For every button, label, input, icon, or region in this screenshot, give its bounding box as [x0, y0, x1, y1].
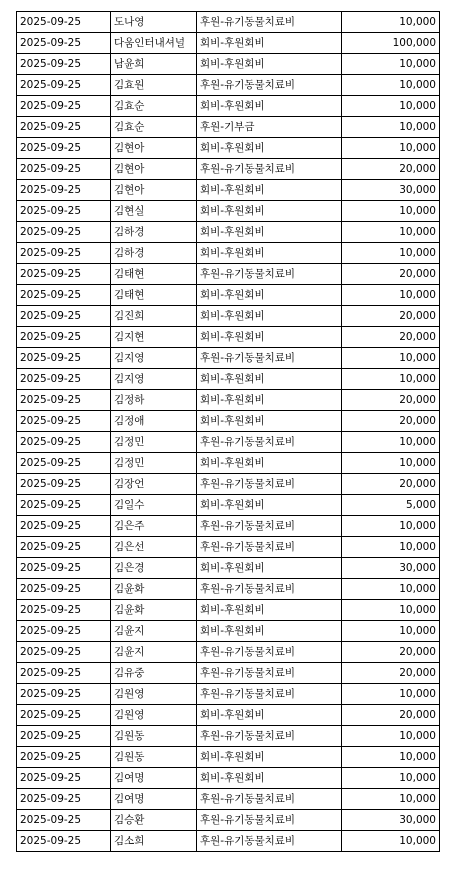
- donation-type-cell: 회비-후원회비: [197, 600, 342, 621]
- donation-type-cell: 회비-후원회비: [197, 453, 342, 474]
- date-cell: 2025-09-25: [17, 642, 111, 663]
- amount-cell: 10,000: [342, 768, 440, 789]
- donor-name-cell: 김원영: [111, 684, 197, 705]
- donation-type-cell: 후원-유기동물치료비: [197, 579, 342, 600]
- amount-cell: 20,000: [342, 264, 440, 285]
- amount-cell: 10,000: [342, 75, 440, 96]
- date-cell: 2025-09-25: [17, 180, 111, 201]
- date-cell: 2025-09-25: [17, 96, 111, 117]
- donation-type-cell: 회비-후원회비: [197, 558, 342, 579]
- table-row: [17, 264, 440, 285]
- donation-type-cell: 후원-유기동물치료비: [197, 663, 342, 684]
- donor-name-cell: 김하경: [111, 243, 197, 264]
- donor-name-cell: 김정애: [111, 411, 197, 432]
- table-row: [17, 474, 440, 495]
- amount-cell: 20,000: [342, 474, 440, 495]
- amount-cell: 10,000: [342, 138, 440, 159]
- date-cell: 2025-09-25: [17, 411, 111, 432]
- date-cell: 2025-09-25: [17, 285, 111, 306]
- donor-name-cell: 김원영: [111, 705, 197, 726]
- amount-cell: 10,000: [342, 243, 440, 264]
- donation-type-cell: 회비-후원회비: [197, 390, 342, 411]
- donation-type-cell: 회비-후원회비: [197, 285, 342, 306]
- amount-cell: 20,000: [342, 390, 440, 411]
- donation-type-cell: 회비-후원회비: [197, 747, 342, 768]
- table-row: [17, 33, 440, 54]
- donor-name-cell: 김여명: [111, 768, 197, 789]
- table-row: [17, 810, 440, 831]
- donation-type-cell: 회비-후원회비: [197, 138, 342, 159]
- donor-name-cell: 다움인터내셔널: [111, 33, 197, 54]
- donation-type-cell: 회비-후원회비: [197, 411, 342, 432]
- amount-cell: 20,000: [342, 705, 440, 726]
- table-row: [17, 243, 440, 264]
- donation-type-cell: 후원-유기동물치료비: [197, 264, 342, 285]
- table-row: [17, 12, 440, 33]
- donor-name-cell: 김정하: [111, 390, 197, 411]
- date-cell: 2025-09-25: [17, 348, 111, 369]
- amount-cell: 10,000: [342, 621, 440, 642]
- date-cell: 2025-09-25: [17, 810, 111, 831]
- table-row: [17, 789, 440, 810]
- donor-name-cell: 김여명: [111, 789, 197, 810]
- donor-name-cell: 김승환: [111, 810, 197, 831]
- date-cell: 2025-09-25: [17, 747, 111, 768]
- date-cell: 2025-09-25: [17, 726, 111, 747]
- date-cell: 2025-09-25: [17, 243, 111, 264]
- donation-type-cell: 후원-유기동물치료비: [197, 831, 342, 852]
- donor-name-cell: 김원동: [111, 726, 197, 747]
- table-row: [17, 327, 440, 348]
- table-row: [17, 201, 440, 222]
- donor-name-cell: 김진희: [111, 306, 197, 327]
- table-row: [17, 642, 440, 663]
- table-row: [17, 600, 440, 621]
- donor-name-cell: 김현아: [111, 138, 197, 159]
- donation-type-cell: 후원-유기동물치료비: [197, 75, 342, 96]
- donation-type-cell: 후원-유기동물치료비: [197, 642, 342, 663]
- donation-type-cell: 후원-기부금: [197, 117, 342, 138]
- ledger-body: [17, 12, 440, 852]
- amount-cell: 10,000: [342, 579, 440, 600]
- donation-type-cell: 회비-후원회비: [197, 705, 342, 726]
- donor-name-cell: 김유중: [111, 663, 197, 684]
- table-row: [17, 831, 440, 852]
- amount-cell: 30,000: [342, 558, 440, 579]
- donor-name-cell: 김윤화: [111, 600, 197, 621]
- amount-cell: 10,000: [342, 684, 440, 705]
- date-cell: 2025-09-25: [17, 264, 111, 285]
- table-row: [17, 306, 440, 327]
- donor-name-cell: 김원동: [111, 747, 197, 768]
- amount-cell: 20,000: [342, 306, 440, 327]
- date-cell: 2025-09-25: [17, 75, 111, 96]
- donor-name-cell: 남윤희: [111, 54, 197, 75]
- donation-type-cell: 후원-유기동물치료비: [197, 810, 342, 831]
- donor-name-cell: 김정민: [111, 432, 197, 453]
- date-cell: 2025-09-25: [17, 474, 111, 495]
- donation-type-cell: 후원-유기동물치료비: [197, 432, 342, 453]
- table-row: [17, 453, 440, 474]
- date-cell: 2025-09-25: [17, 54, 111, 75]
- donation-type-cell: 회비-후원회비: [197, 369, 342, 390]
- table-row: [17, 579, 440, 600]
- date-cell: 2025-09-25: [17, 390, 111, 411]
- donation-type-cell: 회비-후원회비: [197, 768, 342, 789]
- amount-cell: 10,000: [342, 831, 440, 852]
- table-row: [17, 159, 440, 180]
- date-cell: 2025-09-25: [17, 705, 111, 726]
- table-row: [17, 705, 440, 726]
- table-row: [17, 621, 440, 642]
- donation-type-cell: 회비-후원회비: [197, 201, 342, 222]
- table-row: [17, 75, 440, 96]
- donor-name-cell: 김지현: [111, 327, 197, 348]
- amount-cell: 10,000: [342, 516, 440, 537]
- donation-type-cell: 회비-후원회비: [197, 327, 342, 348]
- amount-cell: 20,000: [342, 159, 440, 180]
- amount-cell: 5,000: [342, 495, 440, 516]
- donor-name-cell: 김윤지: [111, 621, 197, 642]
- donation-type-cell: 후원-유기동물치료비: [197, 159, 342, 180]
- donor-name-cell: 김효순: [111, 117, 197, 138]
- donor-name-cell: 김일수: [111, 495, 197, 516]
- donation-type-cell: 후원-유기동물치료비: [197, 789, 342, 810]
- date-cell: 2025-09-25: [17, 537, 111, 558]
- donor-name-cell: 김은주: [111, 516, 197, 537]
- amount-cell: 10,000: [342, 369, 440, 390]
- donation-type-cell: 후원-유기동물치료비: [197, 474, 342, 495]
- table-row: [17, 180, 440, 201]
- amount-cell: 100,000: [342, 33, 440, 54]
- table-row: [17, 768, 440, 789]
- table-row: [17, 516, 440, 537]
- donation-type-cell: 후원-유기동물치료비: [197, 537, 342, 558]
- amount-cell: 10,000: [342, 600, 440, 621]
- date-cell: 2025-09-25: [17, 369, 111, 390]
- table-row: [17, 684, 440, 705]
- amount-cell: 10,000: [342, 348, 440, 369]
- donor-name-cell: 도나영: [111, 12, 197, 33]
- date-cell: 2025-09-25: [17, 201, 111, 222]
- table-row: [17, 747, 440, 768]
- table-row: [17, 348, 440, 369]
- amount-cell: 10,000: [342, 789, 440, 810]
- amount-cell: 10,000: [342, 453, 440, 474]
- table-row: [17, 54, 440, 75]
- table-row: [17, 222, 440, 243]
- date-cell: 2025-09-25: [17, 432, 111, 453]
- amount-cell: 20,000: [342, 642, 440, 663]
- amount-cell: 30,000: [342, 180, 440, 201]
- table-row: [17, 285, 440, 306]
- donation-type-cell: 회비-후원회비: [197, 54, 342, 75]
- amount-cell: 10,000: [342, 285, 440, 306]
- table-row: [17, 726, 440, 747]
- date-cell: 2025-09-25: [17, 453, 111, 474]
- date-cell: 2025-09-25: [17, 33, 111, 54]
- amount-cell: 20,000: [342, 327, 440, 348]
- donor-name-cell: 김현아: [111, 180, 197, 201]
- table-row: [17, 495, 440, 516]
- donor-name-cell: 김현실: [111, 201, 197, 222]
- date-cell: 2025-09-25: [17, 138, 111, 159]
- date-cell: 2025-09-25: [17, 516, 111, 537]
- table-row: [17, 558, 440, 579]
- date-cell: 2025-09-25: [17, 12, 111, 33]
- amount-cell: 10,000: [342, 96, 440, 117]
- amount-cell: 10,000: [342, 54, 440, 75]
- donor-name-cell: 김지영: [111, 369, 197, 390]
- amount-cell: 10,000: [342, 726, 440, 747]
- date-cell: 2025-09-25: [17, 306, 111, 327]
- date-cell: 2025-09-25: [17, 600, 111, 621]
- donor-name-cell: 김효순: [111, 96, 197, 117]
- donation-type-cell: 후원-유기동물치료비: [197, 516, 342, 537]
- donation-type-cell: 후원-유기동물치료비: [197, 726, 342, 747]
- amount-cell: 10,000: [342, 747, 440, 768]
- date-cell: 2025-09-25: [17, 159, 111, 180]
- donor-name-cell: 김은경: [111, 558, 197, 579]
- date-cell: 2025-09-25: [17, 117, 111, 138]
- donor-name-cell: 김정민: [111, 453, 197, 474]
- date-cell: 2025-09-25: [17, 768, 111, 789]
- donation-type-cell: 회비-후원회비: [197, 180, 342, 201]
- table-row: [17, 411, 440, 432]
- date-cell: 2025-09-25: [17, 222, 111, 243]
- donor-name-cell: 김은선: [111, 537, 197, 558]
- donation-type-cell: 회비-후원회비: [197, 621, 342, 642]
- amount-cell: 10,000: [342, 537, 440, 558]
- donation-type-cell: 회비-후원회비: [197, 243, 342, 264]
- table-row: [17, 432, 440, 453]
- donor-name-cell: 김태현: [111, 285, 197, 306]
- date-cell: 2025-09-25: [17, 558, 111, 579]
- amount-cell: 10,000: [342, 117, 440, 138]
- date-cell: 2025-09-25: [17, 495, 111, 516]
- donation-type-cell: 후원-유기동물치료비: [197, 12, 342, 33]
- amount-cell: 20,000: [342, 411, 440, 432]
- table-row: [17, 138, 440, 159]
- amount-cell: 10,000: [342, 222, 440, 243]
- table-row: [17, 369, 440, 390]
- table-row: [17, 117, 440, 138]
- date-cell: 2025-09-25: [17, 621, 111, 642]
- donor-name-cell: 김소희: [111, 831, 197, 852]
- amount-cell: 10,000: [342, 432, 440, 453]
- donation-type-cell: 후원-유기동물치료비: [197, 348, 342, 369]
- donor-name-cell: 김윤지: [111, 642, 197, 663]
- donation-type-cell: 회비-후원회비: [197, 96, 342, 117]
- date-cell: 2025-09-25: [17, 663, 111, 684]
- table-row: [17, 663, 440, 684]
- donor-name-cell: 김장언: [111, 474, 197, 495]
- amount-cell: 20,000: [342, 663, 440, 684]
- donor-name-cell: 김윤화: [111, 579, 197, 600]
- donation-type-cell: 회비-후원회비: [197, 222, 342, 243]
- donor-name-cell: 김현아: [111, 159, 197, 180]
- donation-ledger-table: [16, 11, 440, 852]
- amount-cell: 30,000: [342, 810, 440, 831]
- donor-name-cell: 김효원: [111, 75, 197, 96]
- date-cell: 2025-09-25: [17, 831, 111, 852]
- amount-cell: 10,000: [342, 12, 440, 33]
- table-row: [17, 96, 440, 117]
- donation-type-cell: 회비-후원회비: [197, 33, 342, 54]
- donation-type-cell: 회비-후원회비: [197, 306, 342, 327]
- donor-name-cell: 김지영: [111, 348, 197, 369]
- date-cell: 2025-09-25: [17, 789, 111, 810]
- amount-cell: 10,000: [342, 201, 440, 222]
- table-row: [17, 537, 440, 558]
- donation-type-cell: 후원-유기동물치료비: [197, 684, 342, 705]
- table-row: [17, 390, 440, 411]
- date-cell: 2025-09-25: [17, 327, 111, 348]
- donor-name-cell: 김하경: [111, 222, 197, 243]
- donation-type-cell: 회비-후원회비: [197, 495, 342, 516]
- donor-name-cell: 김태현: [111, 264, 197, 285]
- date-cell: 2025-09-25: [17, 684, 111, 705]
- date-cell: 2025-09-25: [17, 579, 111, 600]
